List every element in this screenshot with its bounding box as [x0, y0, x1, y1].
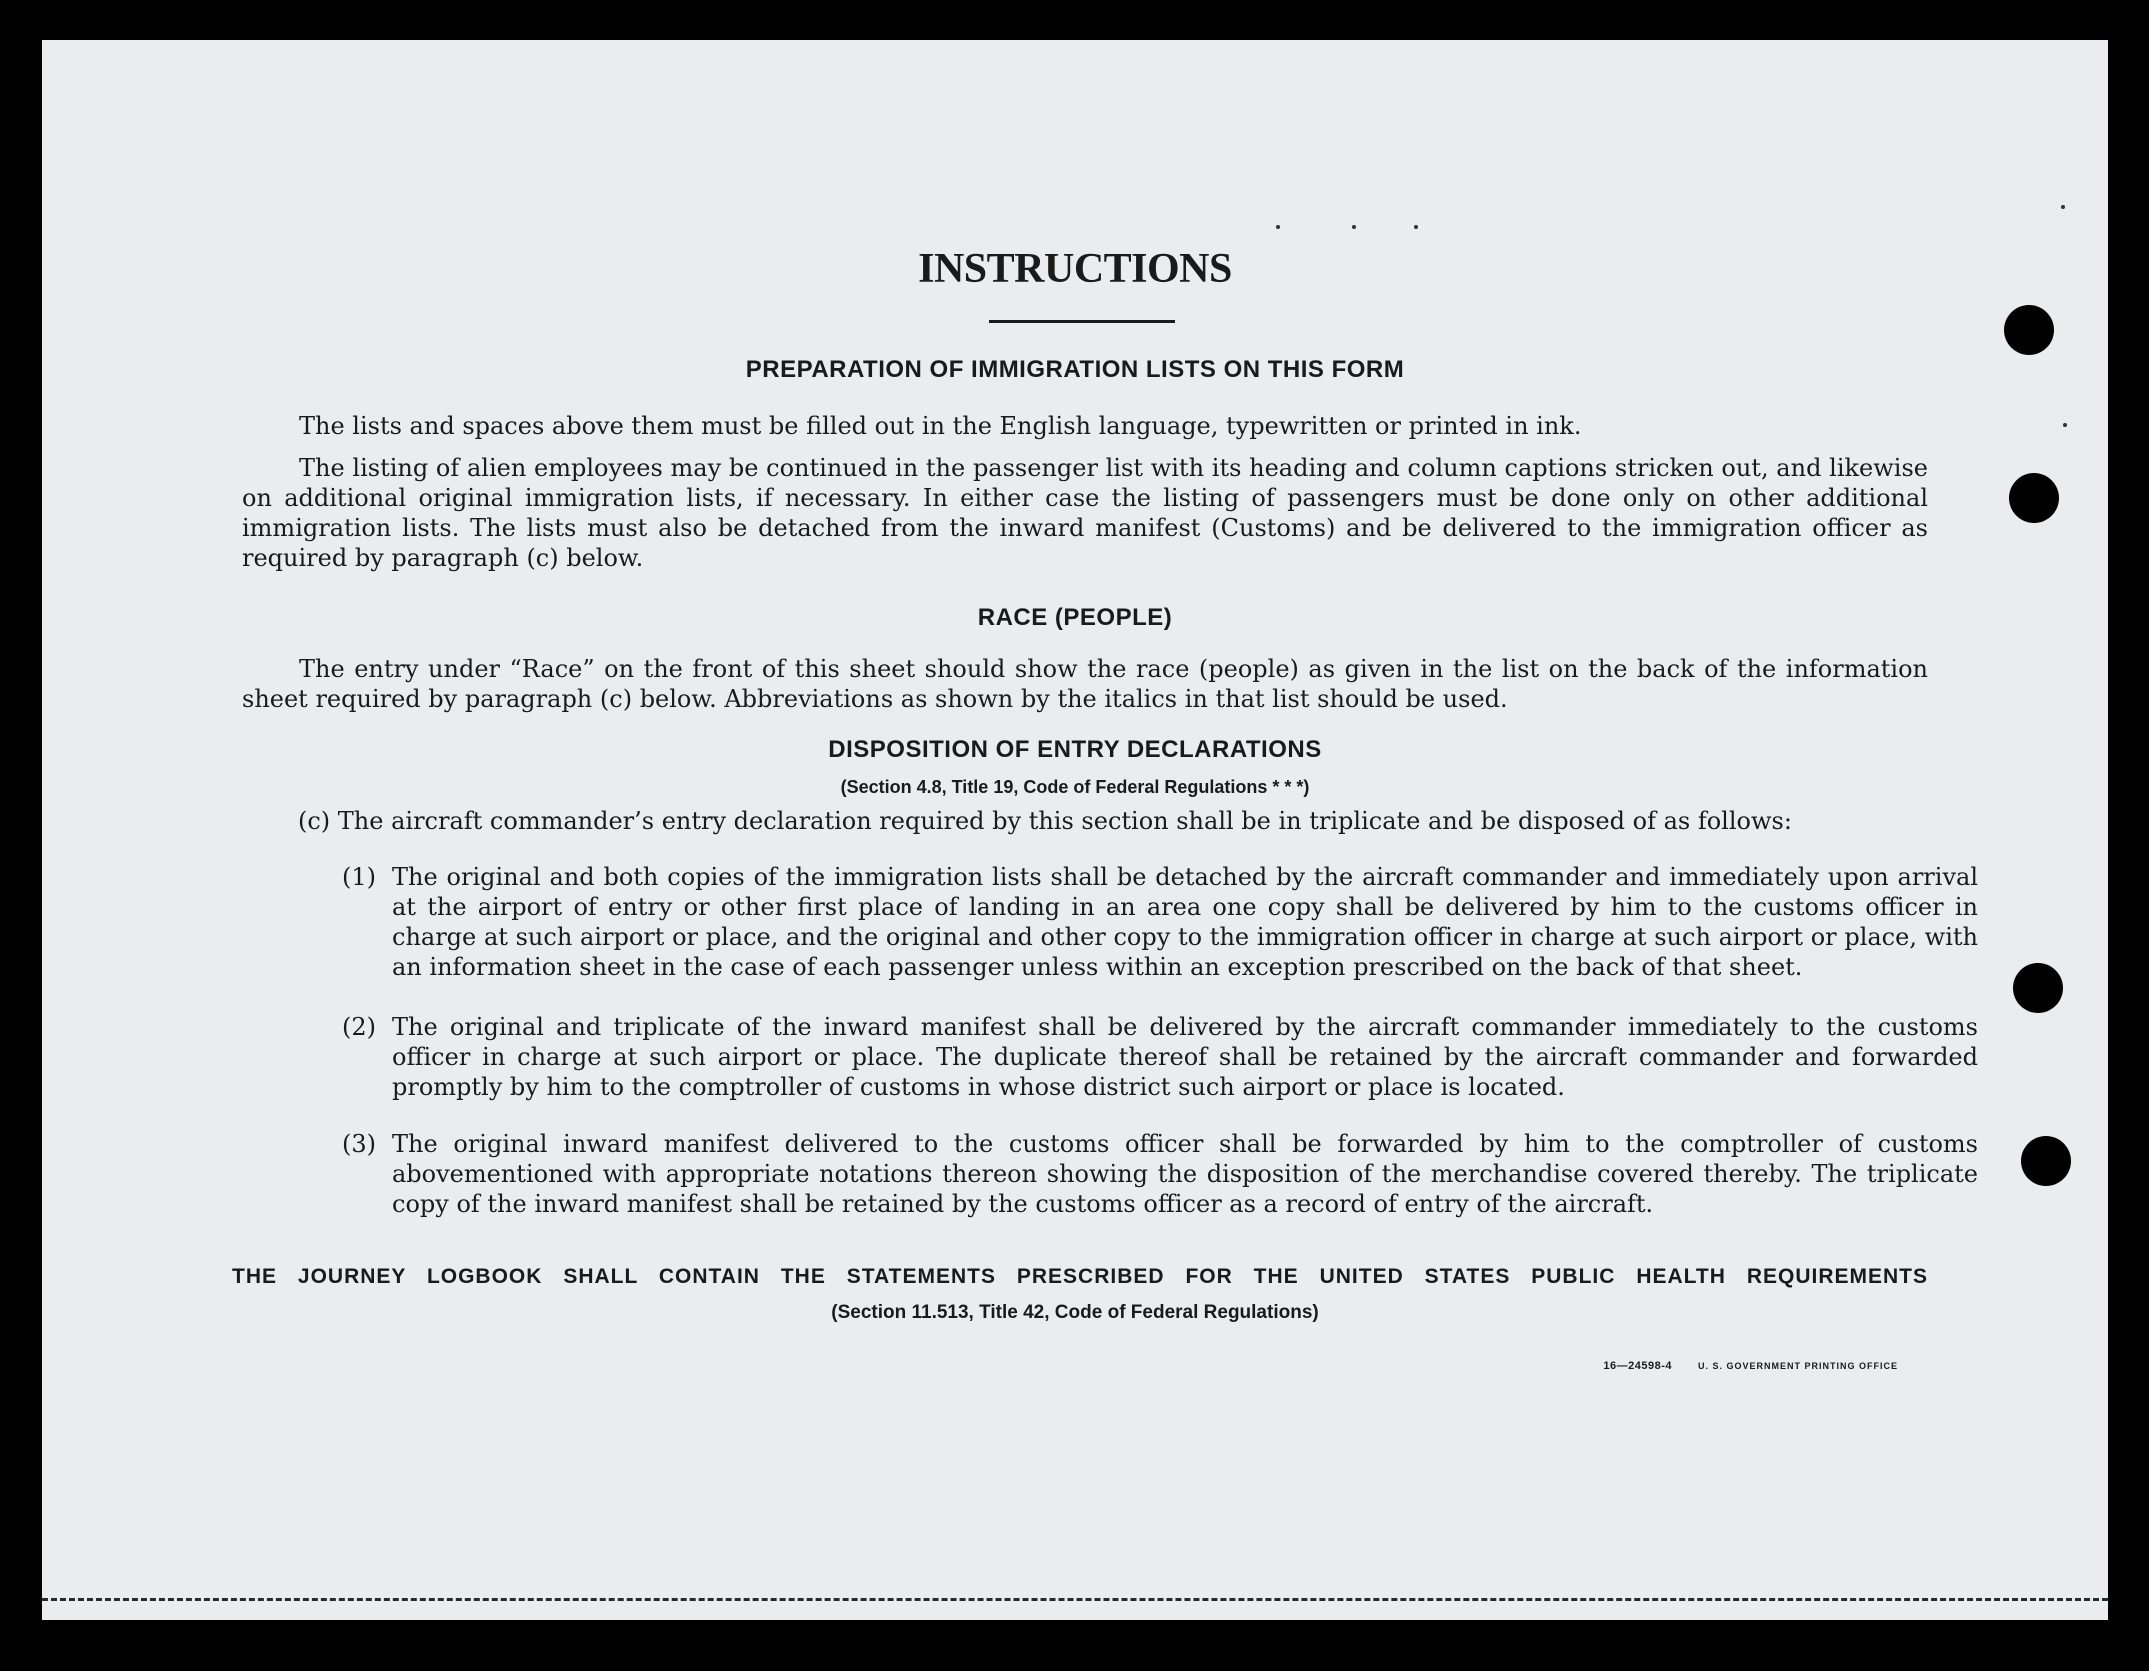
- paper-speck: [1276, 225, 1280, 229]
- section-subheading-citation: (Section 4.8, Title 19, Code of Federal Regulations * * *): [840, 777, 1310, 797]
- printer-name: U. S. GOVERNMENT PRINTING OFFICE: [1697, 1361, 1898, 1371]
- list-item-number: (2): [342, 1013, 376, 1041]
- form-number: 16—24598-4: [1603, 1360, 1672, 1372]
- paragraph-alien-employees: The listing of alien employees may be continued in the passenger list with its heading and column captions stricken out, and likewise on additional original immigration lists, if necessary. In either case the listing of passengers must be done only on other additional immigration lists. The lists must also be detached from the inward manifest (Customs) and be delivered to the immigration officer as required by paragraph (c) below.: [242, 454, 1928, 572]
- list-item-text: The original and both copies of the immigration lists shall be detached by the aircraft commander and immediately upon arrival at the airport of entry or other first place of landing in an area one copy shall be delivered by him to the customs officer in charge at such airport or place, and the original and other copy to the immigration officer in charge at such airport or place, with an information sheet in the case of each passenger unless within an exception prescribed on the back of that sheet.: [392, 863, 1978, 981]
- paper-speck: [2063, 423, 2067, 427]
- paper-speck: [1414, 225, 1418, 229]
- logbook-statement: THE JOURNEY LOGBOOK SHALL CONTAIN THE STATEMENTS PRESCRIBED FOR THE UNITED STATES PUBLIC HEALTH REQUIREMENTS: [232, 1265, 1928, 1288]
- section-heading-race: RACE (PEOPLE): [977, 604, 1173, 631]
- logbook-citation: (Section 11.513, Title 42, Code of Federal Regulations): [831, 1302, 1319, 1323]
- list-item: [342, 1012, 1978, 1102]
- paragraph-c-intro: (c) The aircraft commander’s entry declaration required by this section shall be in triplicate and be disposed of as follows:: [298, 807, 1792, 835]
- punch-hole: [2009, 473, 2059, 523]
- section-heading-disposition: DISPOSITION OF ENTRY DECLARATIONS: [828, 736, 1322, 763]
- printer-imprint: [1603, 1360, 1898, 1372]
- paper-speck: [1352, 225, 1356, 229]
- section-heading-preparation: PREPARATION OF IMMIGRATION LISTS ON THIS FORM: [745, 356, 1405, 383]
- list-item: [342, 1129, 1978, 1219]
- list-item: [342, 862, 1978, 982]
- list-item-number: (1): [342, 863, 376, 891]
- list-item-text: The original and triplicate of the inward manifest shall be delivered by the aircraft commander immediately to the customs officer in charge at such airport or place. The duplicate thereof shall be retained by the aircraft commander and forwarded promptly by him to the comptroller of customs in whose district such airport or place is located.: [392, 1013, 1978, 1101]
- list-item-number: (3): [342, 1130, 376, 1158]
- paper-speck: [2061, 205, 2065, 209]
- page-title: INSTRUCTIONS: [918, 246, 1232, 292]
- paragraph-english-language: The lists and spaces above them must be filled out in the English language, typewritten or printed in ink.: [299, 412, 1582, 440]
- punch-hole: [2004, 305, 2054, 355]
- punch-hole: [2013, 963, 2063, 1013]
- document-page: [42, 40, 2108, 1620]
- list-item-text: The original inward manifest delivered to the customs officer shall be forwarded by him to the comptroller of customs abovementioned with appropriate notations thereon showing the disposition of the merchandise covered thereby. The triplicate copy of the inward manifest shall be retained by the customs officer as a record of entry of the aircraft.: [392, 1130, 1978, 1218]
- paragraph-race-entry: The entry under “Race” on the front of this sheet should show the race (people) as given in the list on the back of the information sheet required by paragraph (c) below. Abbreviations as shown by the italics in that list should be used.: [242, 655, 1928, 713]
- title-underline: [989, 320, 1175, 323]
- punch-hole: [2021, 1136, 2071, 1186]
- perforation-line: [42, 1598, 2108, 1601]
